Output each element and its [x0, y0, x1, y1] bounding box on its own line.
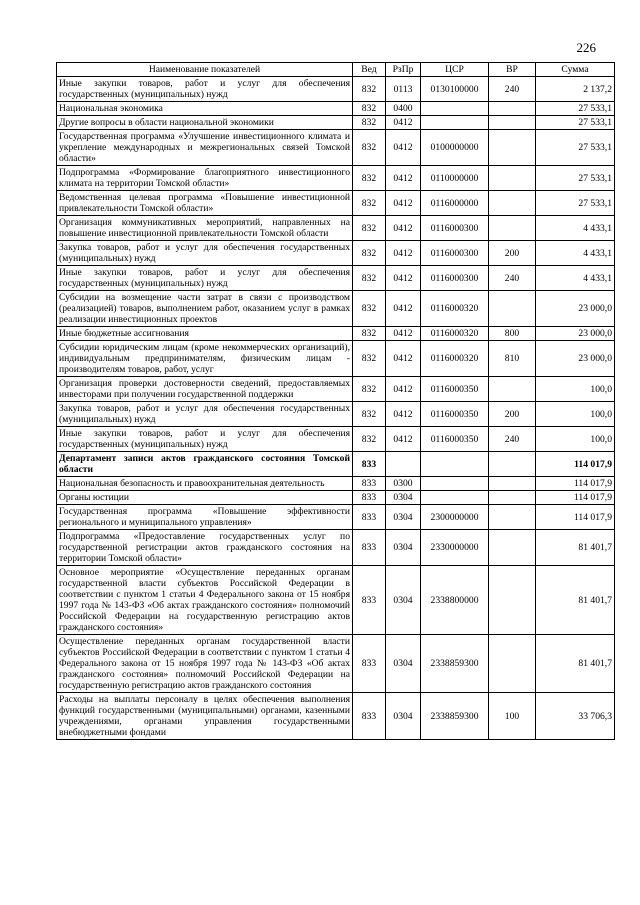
row-name: Иные бюджетные ассигнования: [57, 327, 353, 341]
row-csr: 0116000300: [421, 216, 489, 241]
row-vr: [489, 377, 536, 402]
row-rzpr: 0304: [386, 530, 421, 566]
row-sum: 27 533,1: [536, 191, 615, 216]
row-csr: 0116000300: [421, 266, 489, 291]
table-body: [57, 77, 615, 740]
row-name: Иные закупки товаров, работ и услуг для обеспечения государственных (муниципальных) нужд: [57, 77, 353, 102]
row-vr: 200: [489, 241, 536, 266]
row-vr: 240: [489, 427, 536, 452]
row-name: Закупка товаров, работ и услуг для обеспечения государственных (муниципальных) нужд: [57, 241, 353, 266]
row-sum: 81 401,7: [536, 530, 615, 566]
table-row: [57, 491, 615, 505]
row-name: Государственная программа «Улучшение инвестиционного климата и укрепление международных и межрегиональных связей Томской области»: [57, 130, 353, 166]
row-name: Национальная экономика: [57, 102, 353, 116]
row-vr: [489, 102, 536, 116]
row-name: Основное мероприятие «Осуществление переданных органам государственной власти субъектов Российской Федерации в соответствии с пунктом 1 статьи 4 Федерального закона от 15 ноября 1997 года № 143-ФЗ «Об актах гражданского состояния» полномочий Российской Федерации на государственную регистрацию актов гражданского состояния»: [57, 566, 353, 635]
row-ved: 832: [353, 77, 386, 102]
budget-table: [56, 62, 615, 740]
column-header-csr: ЦСР: [421, 63, 489, 77]
row-name: Субсидии юридическим лицам (кроме некоммерческих организаций), индивидуальным предпринимателям, физическим лицам - производителям товаров, работ, услуг: [57, 341, 353, 377]
row-vr: [489, 291, 536, 327]
table-row: [57, 377, 615, 402]
row-ved: 832: [353, 427, 386, 452]
row-vr: [489, 491, 536, 505]
row-rzpr: 0412: [386, 191, 421, 216]
row-ved: 833: [353, 477, 386, 491]
row-sum: 114 017,9: [536, 505, 615, 530]
row-vr: [489, 452, 536, 477]
row-ved: 832: [353, 327, 386, 341]
row-ved: 832: [353, 291, 386, 327]
row-rzpr: 0304: [386, 491, 421, 505]
row-vr: 200: [489, 402, 536, 427]
table-row: [57, 77, 615, 102]
table-row: [57, 216, 615, 241]
table-row: [57, 566, 615, 635]
row-vr: 100: [489, 693, 536, 740]
column-header-name: Наименование показателей: [57, 63, 353, 77]
row-csr: [421, 116, 489, 130]
table-row: [57, 530, 615, 566]
row-sum: 81 401,7: [536, 566, 615, 635]
row-rzpr: 0304: [386, 693, 421, 740]
row-sum: 27 533,1: [536, 166, 615, 191]
row-csr: 2338859300: [421, 635, 489, 693]
row-csr: 0110000000: [421, 166, 489, 191]
row-ved: 833: [353, 491, 386, 505]
table-row: [57, 402, 615, 427]
row-name: Другие вопросы в области национальной экономики: [57, 116, 353, 130]
row-csr: 2330000000: [421, 530, 489, 566]
row-csr: 2338859300: [421, 693, 489, 740]
row-csr: 0116000320: [421, 327, 489, 341]
row-sum: 114 017,9: [536, 491, 615, 505]
row-name: Национальная безопасность и правоохранительная деятельность: [57, 477, 353, 491]
row-rzpr: 0412: [386, 130, 421, 166]
row-csr: [421, 491, 489, 505]
row-rzpr: 0412: [386, 327, 421, 341]
row-sum: 100,0: [536, 377, 615, 402]
row-sum: 27 533,1: [536, 116, 615, 130]
row-name: Подпрограмма «Формирование благоприятного инвестиционного климата на территории Томской области»: [57, 166, 353, 191]
column-header-vr: ВР: [489, 63, 536, 77]
row-rzpr: 0412: [386, 427, 421, 452]
row-ved: 832: [353, 266, 386, 291]
row-csr: 0116000320: [421, 291, 489, 327]
row-vr: [489, 191, 536, 216]
table-row: [57, 477, 615, 491]
row-ved: 832: [353, 102, 386, 116]
row-name: Иные закупки товаров, работ и услуг для обеспечения государственных (муниципальных) нужд: [57, 266, 353, 291]
row-sum: 27 533,1: [536, 130, 615, 166]
table-header-row: [57, 63, 615, 77]
row-rzpr: 0400: [386, 102, 421, 116]
row-sum: 4 433,1: [536, 216, 615, 241]
row-rzpr: 0412: [386, 116, 421, 130]
row-rzpr: 0412: [386, 241, 421, 266]
page-number: 226: [576, 40, 596, 55]
row-csr: 0130100000: [421, 77, 489, 102]
table-row: [57, 166, 615, 191]
row-vr: [489, 566, 536, 635]
row-csr: 2338800000: [421, 566, 489, 635]
row-rzpr: 0304: [386, 566, 421, 635]
table-row: [57, 341, 615, 377]
row-ved: 833: [353, 530, 386, 566]
row-sum: 23 000,0: [536, 341, 615, 377]
row-ved: 832: [353, 191, 386, 216]
row-vr: [489, 130, 536, 166]
row-rzpr: 0304: [386, 635, 421, 693]
row-vr: [489, 477, 536, 491]
row-ved: 832: [353, 216, 386, 241]
table-row: [57, 327, 615, 341]
row-ved: 832: [353, 402, 386, 427]
row-sum: 81 401,7: [536, 635, 615, 693]
row-vr: [489, 116, 536, 130]
row-name: Закупка товаров, работ и услуг для обеспечения государственных (муниципальных) нужд: [57, 402, 353, 427]
table-row: [57, 427, 615, 452]
row-sum: 23 000,0: [536, 327, 615, 341]
row-rzpr: 0412: [386, 266, 421, 291]
row-csr: 0116000000: [421, 191, 489, 216]
table-row: [57, 102, 615, 116]
row-sum: 114 017,9: [536, 477, 615, 491]
row-sum: 100,0: [536, 427, 615, 452]
row-vr: [489, 505, 536, 530]
row-sum: 23 000,0: [536, 291, 615, 327]
row-name: Субсидии на возмещение части затрат в связи с производством (реализацией) товаров, выполнением работ, оказанием услуг в рамках реализации инвестиционных проектов: [57, 291, 353, 327]
table-row: [57, 116, 615, 130]
row-name: Расходы на выплаты персоналу в целях обеспечения выполнения функций государственными (муниципальными) органами, казенными учреждениями, органами управления государственными внебюджетными фондами: [57, 693, 353, 740]
row-rzpr: 0412: [386, 166, 421, 191]
row-name: Государственная программа «Повышение эффективности регионального и муниципального управления»: [57, 505, 353, 530]
row-name: Организация коммуникативных мероприятий, направленных на повышение инвестиционной привлекательности Томской области: [57, 216, 353, 241]
row-vr: [489, 635, 536, 693]
table-row: [57, 291, 615, 327]
row-name: Организация проверки достоверности сведений, предоставляемых инвесторами при получении государственной поддержки: [57, 377, 353, 402]
row-ved: 833: [353, 505, 386, 530]
row-sum: 4 433,1: [536, 241, 615, 266]
column-header-ved: Вед: [353, 63, 386, 77]
row-ved: 832: [353, 116, 386, 130]
row-csr: [421, 102, 489, 116]
row-vr: [489, 166, 536, 191]
row-ved: 833: [353, 635, 386, 693]
row-vr: [489, 530, 536, 566]
row-vr: 800: [489, 327, 536, 341]
row-csr: [421, 477, 489, 491]
table-row: [57, 191, 615, 216]
row-csr: 0116000320: [421, 341, 489, 377]
row-vr: 810: [489, 341, 536, 377]
row-csr: 0116000350: [421, 377, 489, 402]
row-sum: 4 433,1: [536, 266, 615, 291]
row-sum: 27 533,1: [536, 102, 615, 116]
row-ved: 832: [353, 241, 386, 266]
row-sum: 2 137,2: [536, 77, 615, 102]
row-ved: 832: [353, 377, 386, 402]
table-row: [57, 130, 615, 166]
row-sum: 33 706,3: [536, 693, 615, 740]
row-ved: 833: [353, 693, 386, 740]
column-header-rzpr: РзПр: [386, 63, 421, 77]
row-rzpr: 0412: [386, 341, 421, 377]
row-name: Органы юстиции: [57, 491, 353, 505]
row-rzpr: 0412: [386, 216, 421, 241]
row-csr: 0116000350: [421, 427, 489, 452]
row-name: Департамент записи актов гражданского состояния Томской области: [57, 452, 353, 477]
row-rzpr: 0113: [386, 77, 421, 102]
row-csr: [421, 452, 489, 477]
row-name: Ведомственная целевая программа «Повышение инвестиционной привлекательности Томской области»: [57, 191, 353, 216]
row-rzpr: 0412: [386, 377, 421, 402]
row-vr: 240: [489, 266, 536, 291]
row-csr: 0116000300: [421, 241, 489, 266]
row-csr: 0100000000: [421, 130, 489, 166]
row-ved: 832: [353, 341, 386, 377]
table-row: [57, 266, 615, 291]
row-ved: 832: [353, 166, 386, 191]
row-ved: 833: [353, 566, 386, 635]
table-row: [57, 635, 615, 693]
row-vr: [489, 216, 536, 241]
row-rzpr: 0412: [386, 402, 421, 427]
column-header-sum: Сумма: [536, 63, 615, 77]
row-rzpr: 0412: [386, 291, 421, 327]
row-ved: 833: [353, 452, 386, 477]
row-rzpr: [386, 452, 421, 477]
row-name: Осуществление переданных органам государственной власти субъектов Российской Федерации в соответствии с пунктом 1 статьи 4 Федерального закона от 15 ноября 1997 года № 143-ФЗ «Об актах гражданского состояния» полномочий Российской Федерации на государственную регистрацию актов гражданского состояния: [57, 635, 353, 693]
row-rzpr: 0304: [386, 505, 421, 530]
row-name: Подпрограмма «Предоставление государственных услуг по государственной регистрации актов гражданского состояния на территории Томской области»: [57, 530, 353, 566]
row-sum: 114 017,9: [536, 452, 615, 477]
row-vr: 240: [489, 77, 536, 102]
table-row: [57, 693, 615, 740]
row-name: Иные закупки товаров, работ и услуг для обеспечения государственных (муниципальных) нужд: [57, 427, 353, 452]
row-ved: 832: [353, 130, 386, 166]
row-csr: 0116000350: [421, 402, 489, 427]
table-row: [57, 241, 615, 266]
row-csr: 2300000000: [421, 505, 489, 530]
row-rzpr: 0300: [386, 477, 421, 491]
table-row: [57, 505, 615, 530]
table-row: [57, 452, 615, 477]
row-sum: 100,0: [536, 402, 615, 427]
